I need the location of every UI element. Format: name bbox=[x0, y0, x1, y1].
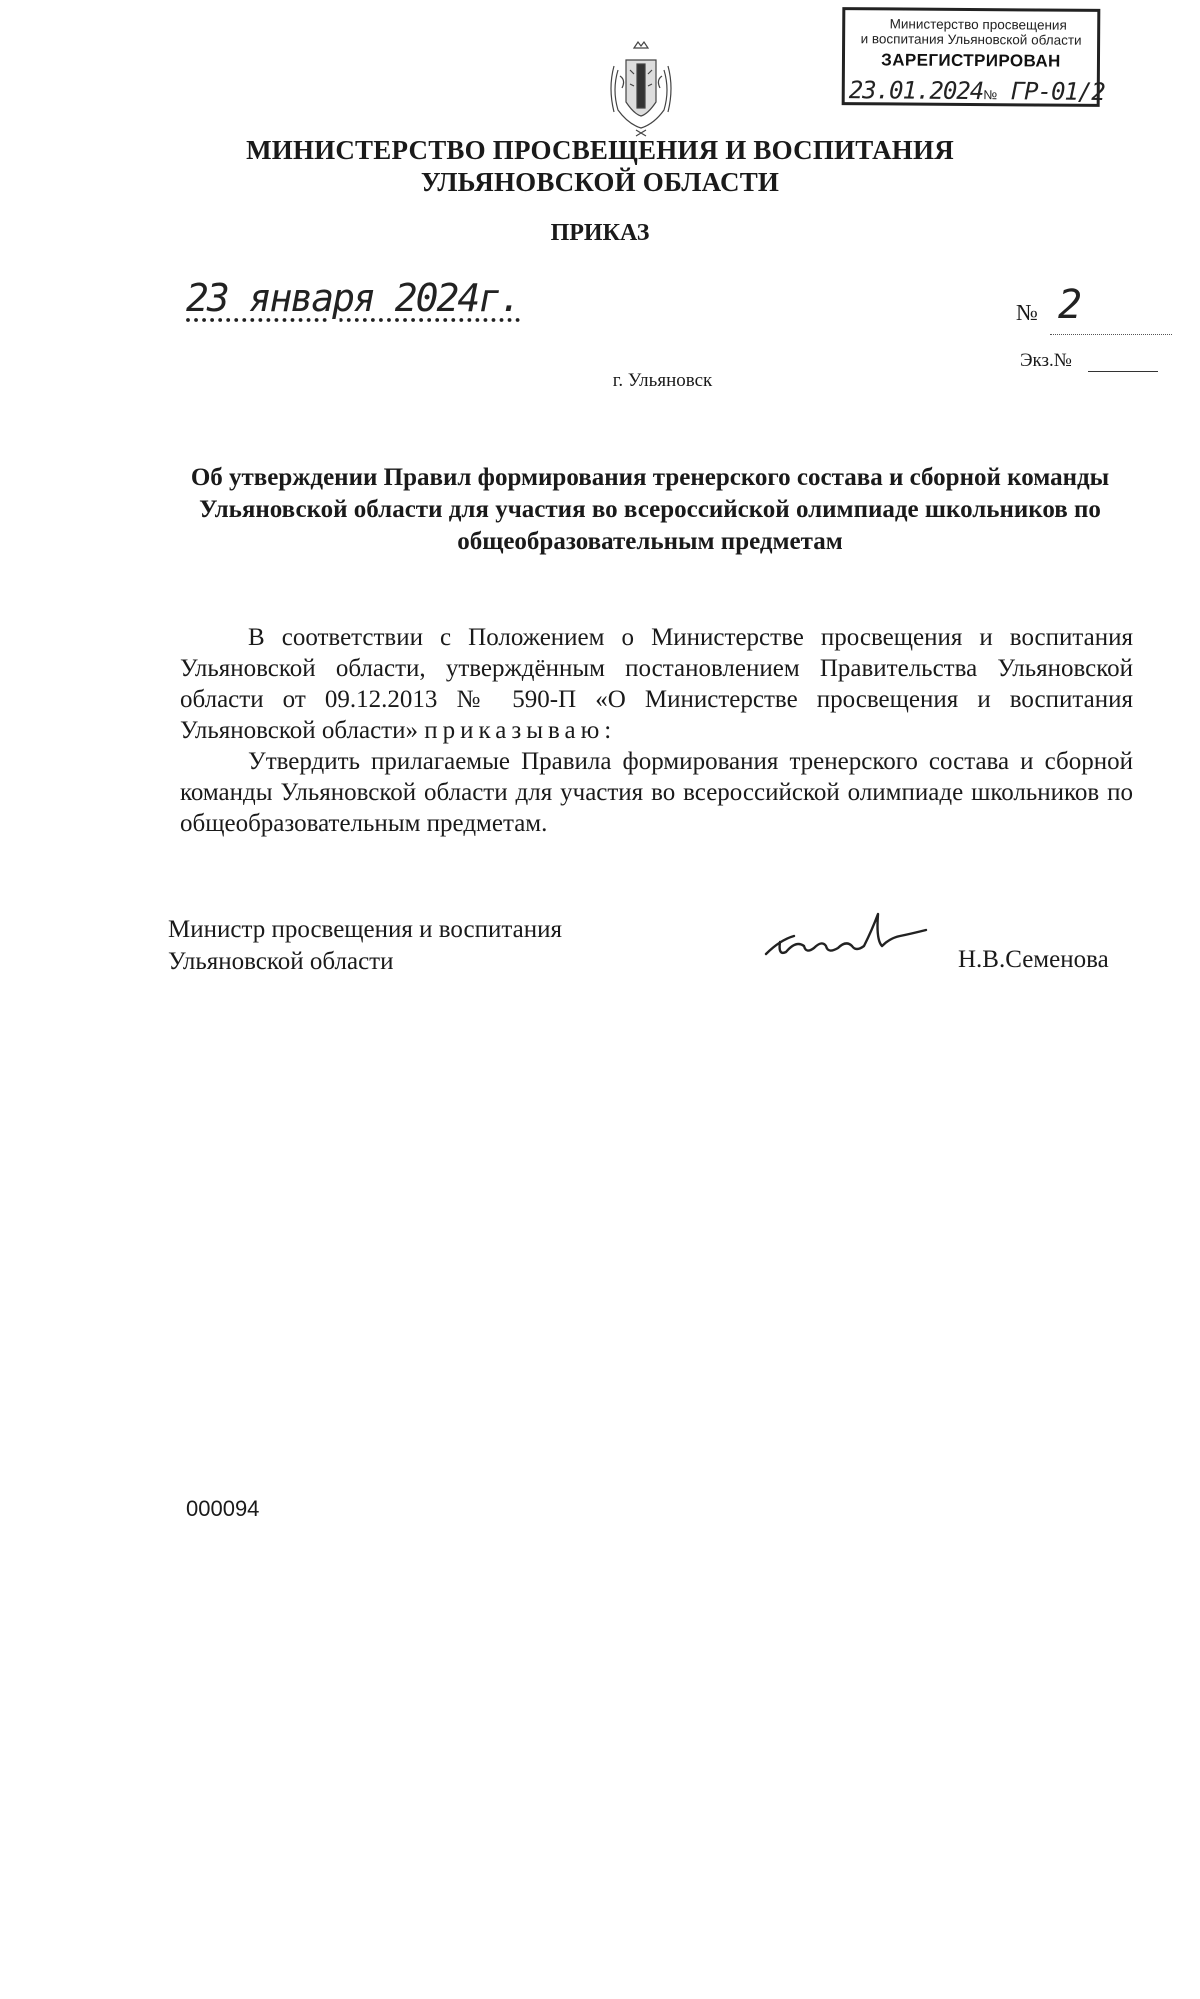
signer-position-line2: Ульяновской области bbox=[168, 948, 394, 975]
stamp-no-sign: № bbox=[983, 87, 998, 103]
order-number-label: № bbox=[1016, 300, 1038, 325]
order-number-handwritten: 2 bbox=[1058, 282, 1083, 328]
order-subject: Об утверждении Правил формирования тренерского состава и сборной команды Ульяновской области для участия во всероссийской олимпиаде школьников по общеобразовательным предметам bbox=[190, 464, 1110, 555]
document-type: ПРИКАЗ bbox=[550, 220, 650, 246]
signer-position bbox=[168, 914, 562, 978]
stamp-reg-date: 23.01.2024 bbox=[848, 76, 984, 106]
body-paragraph-1 bbox=[180, 622, 1133, 746]
document-code: 000094 bbox=[186, 1496, 260, 1521]
copy-number-label: Экз.№ bbox=[1020, 350, 1072, 371]
signer-name: Н.В.Семенова bbox=[958, 946, 1109, 973]
body-paragraph-2: Утвердить прилагаемые Правила формирования тренерского состава и сборной команды Ульяновской области для участия во всероссийской олимпиаде школьников по общеобразовательным предметам. bbox=[180, 748, 1133, 837]
registration-stamp bbox=[842, 7, 1105, 107]
stamp-org-line1: Министерство просвещения bbox=[889, 16, 1067, 33]
ministry-name-line1: МИНИСТЕРСТВО ПРОСВЕЩЕНИЯ И ВОСПИТАНИЯ bbox=[246, 135, 954, 165]
coat-of-arms-icon bbox=[604, 40, 678, 138]
order-number-dotted-line bbox=[1050, 334, 1172, 335]
city: г. Ульяновск bbox=[612, 370, 713, 391]
handwritten-signature bbox=[760, 900, 930, 970]
stamp-registration-line bbox=[848, 76, 1105, 106]
stamp-reg-number: ГР-01/2 bbox=[1010, 77, 1105, 106]
order-date-handwritten: 23 января 2024г. bbox=[186, 276, 521, 320]
stamp-status: ЗАРЕГИСТРИРОВАН bbox=[881, 50, 1061, 71]
ministry-name-line2: УЛЬЯНОВСКОЙ ОБЛАСТИ bbox=[420, 167, 780, 197]
stamp-org-line2: и воспитания Ульяновской области bbox=[860, 31, 1082, 48]
body-paragraph-1-text: В соответствии с Положением о Министерстве просвещения и воспитания Ульяновской области, утверждённым постановлением Правительства Ульяновской области от 09.12.2013 № 590-П «О Министерстве просвещения и воспитания Ульяновской области» bbox=[180, 624, 1133, 744]
signer-position-line1: Министр просвещения и воспитания bbox=[168, 916, 562, 943]
command-word: приказываю: bbox=[424, 717, 617, 744]
